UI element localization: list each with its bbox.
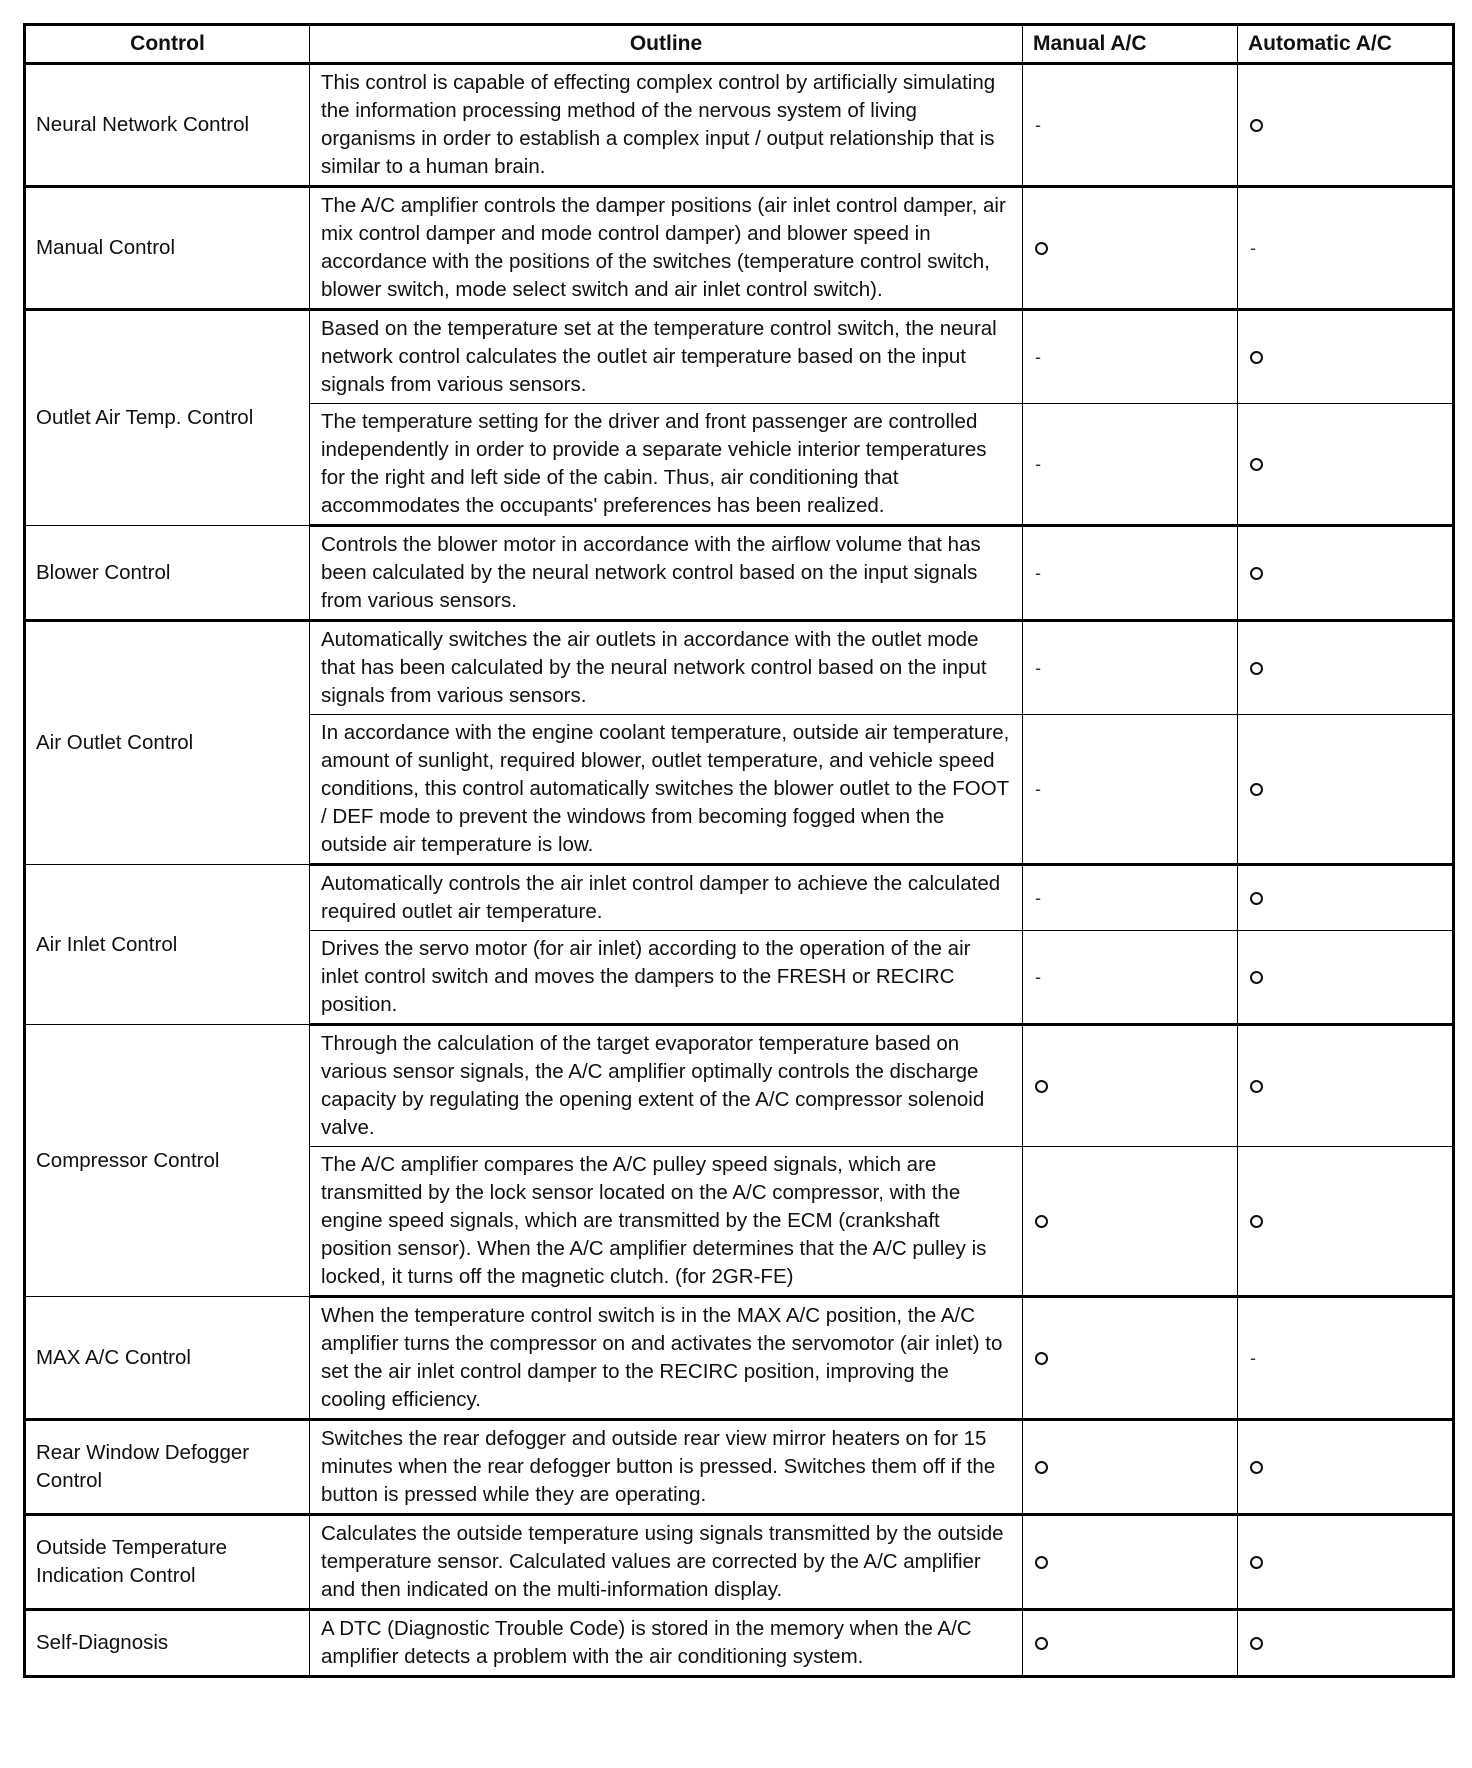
not-supported-dash: - — [1250, 1348, 1256, 1368]
not-supported-dash: - — [1035, 115, 1041, 135]
supported-circle-icon — [1250, 1461, 1263, 1474]
supported-circle-icon — [1250, 1556, 1263, 1569]
supported-circle-icon — [1250, 119, 1263, 132]
control-name-cell: Compressor Control — [25, 1025, 310, 1297]
automatic-ac-cell — [1238, 1147, 1454, 1297]
outline-cell: The temperature setting for the driver and front passenger are controlled independently in order to provide a separate vehicle interior temperatures for the right and left side of the cabin. Thus, air conditioning that accommodates the occupants' preferences has been realized. — [310, 404, 1023, 526]
outline-cell: The A/C amplifier controls the damper positions (air inlet control damper, air mix control damper and mode control damper) and blower speed in accordance with the positions of the switches (temperature control switch, blower switch, mode select switch and air inlet control switch). — [310, 187, 1023, 310]
control-name-cell: Outside Temperature Indication Control — [25, 1515, 310, 1610]
supported-circle-icon — [1035, 1080, 1048, 1093]
manual-ac-cell — [1023, 187, 1238, 310]
automatic-ac-cell — [1238, 310, 1454, 404]
automatic-ac-cell — [1238, 1420, 1454, 1515]
table-row — [25, 526, 1454, 621]
table-row — [25, 1610, 1454, 1677]
supported-circle-icon — [1035, 1556, 1048, 1569]
not-supported-dash: - — [1035, 347, 1041, 367]
table-body — [25, 64, 1454, 1677]
header-control: Control — [25, 25, 310, 64]
manual-ac-cell — [1023, 715, 1238, 865]
manual-ac-cell — [1023, 526, 1238, 621]
control-name-cell: MAX A/C Control — [25, 1297, 310, 1420]
manual-ac-cell — [1023, 1025, 1238, 1147]
manual-ac-cell — [1023, 1147, 1238, 1297]
manual-ac-cell — [1023, 1420, 1238, 1515]
supported-circle-icon — [1250, 1637, 1263, 1650]
header-automatic-ac: Automatic A/C — [1238, 25, 1454, 64]
manual-ac-cell — [1023, 621, 1238, 715]
supported-circle-icon — [1250, 971, 1263, 984]
control-name-cell: Manual Control — [25, 187, 310, 310]
control-name-cell: Blower Control — [25, 526, 310, 621]
supported-circle-icon — [1035, 1637, 1048, 1650]
header-outline: Outline — [310, 25, 1023, 64]
automatic-ac-cell — [1238, 715, 1454, 865]
not-supported-dash: - — [1035, 454, 1041, 474]
supported-circle-icon — [1035, 242, 1048, 255]
supported-circle-icon — [1035, 1352, 1048, 1365]
manual-ac-cell — [1023, 404, 1238, 526]
outline-cell: A DTC (Diagnostic Trouble Code) is stored in the memory when the A/C amplifier detects a problem with the air conditioning system. — [310, 1610, 1023, 1677]
automatic-ac-cell — [1238, 1297, 1454, 1420]
table-row — [25, 1420, 1454, 1515]
outline-cell: Controls the blower motor in accordance with the airflow volume that has been calculated by the neural network control based on the input signals from various sensors. — [310, 526, 1023, 621]
outline-cell: In accordance with the engine coolant temperature, outside air temperature, amount of sunlight, required blower, outlet temperature, and vehicle speed conditions, this control automatically switches the blower outlet to the FOOT / DEF mode to prevent the windows from becoming fogged when the outside air temperature is low. — [310, 715, 1023, 865]
not-supported-dash: - — [1035, 967, 1041, 987]
supported-circle-icon — [1250, 1215, 1263, 1228]
manual-ac-cell — [1023, 1297, 1238, 1420]
table-row — [25, 1515, 1454, 1610]
control-name-cell: Neural Network Control — [25, 64, 310, 187]
outline-cell: The A/C amplifier compares the A/C pulley speed signals, which are transmitted by the lock sensor located on the A/C compressor, with the engine speed signals, which are transmitted by the ECM (crankshaft position sensor). When the A/C amplifier determines that the A/C pulley is locked, it turns off the magnetic clutch. (for 2GR-FE) — [310, 1147, 1023, 1297]
supported-circle-icon — [1250, 892, 1263, 905]
supported-circle-icon — [1250, 1080, 1263, 1093]
automatic-ac-cell — [1238, 1610, 1454, 1677]
outline-cell: Automatically controls the air inlet control damper to achieve the calculated required outlet air temperature. — [310, 865, 1023, 931]
table-row — [25, 865, 1454, 931]
table-row — [25, 310, 1454, 404]
automatic-ac-cell — [1238, 1025, 1454, 1147]
header-row — [25, 25, 1454, 64]
automatic-ac-cell — [1238, 526, 1454, 621]
supported-circle-icon — [1035, 1461, 1048, 1474]
supported-circle-icon — [1250, 662, 1263, 675]
automatic-ac-cell — [1238, 865, 1454, 931]
table-row — [25, 1025, 1454, 1147]
control-name-cell: Self-Diagnosis — [25, 1610, 310, 1677]
outline-cell: Through the calculation of the target evaporator temperature based on various sensor signals, the A/C amplifier optimally controls the discharge capacity by regulating the opening extent of the A/C compressor solenoid valve. — [310, 1025, 1023, 1147]
automatic-ac-cell — [1238, 1515, 1454, 1610]
automatic-ac-cell — [1238, 404, 1454, 526]
table-row — [25, 1297, 1454, 1420]
manual-ac-cell — [1023, 931, 1238, 1025]
header-manual-ac: Manual A/C — [1023, 25, 1238, 64]
not-supported-dash: - — [1035, 563, 1041, 583]
automatic-ac-cell — [1238, 187, 1454, 310]
manual-ac-cell — [1023, 64, 1238, 187]
outline-cell: When the temperature control switch is in the MAX A/C position, the A/C amplifier turns the compressor on and activates the servomotor (air inlet) to set the air inlet control damper to the RECIRC position, improving the cooling efficiency. — [310, 1297, 1023, 1420]
control-name-cell: Outlet Air Temp. Control — [25, 310, 310, 526]
control-name-cell: Rear Window Defogger Control — [25, 1420, 310, 1515]
supported-circle-icon — [1250, 783, 1263, 796]
outline-cell: Drives the servo motor (for air inlet) according to the operation of the air inlet control switch and moves the dampers to the FRESH or RECIRC position. — [310, 931, 1023, 1025]
automatic-ac-cell — [1238, 621, 1454, 715]
supported-circle-icon — [1035, 1215, 1048, 1228]
control-table-container — [23, 23, 1452, 1678]
outline-cell: Switches the rear defogger and outside rear view mirror heaters on for 15 minutes when the rear defogger button is pressed. Switches them off if the button is pressed while they are operating. — [310, 1420, 1023, 1515]
manual-ac-cell — [1023, 865, 1238, 931]
supported-circle-icon — [1250, 567, 1263, 580]
not-supported-dash: - — [1035, 888, 1041, 908]
outline-cell: Based on the temperature set at the temperature control switch, the neural network control calculates the outlet air temperature based on the input signals from various sensors. — [310, 310, 1023, 404]
table-row — [25, 187, 1454, 310]
outline-cell: This control is capable of effecting complex control by artificially simulating the information processing method of the nervous system of living organisms in order to establish a complex input / output relationship that is similar to a human brain. — [310, 64, 1023, 187]
control-name-cell: Air Outlet Control — [25, 621, 310, 865]
table-row — [25, 64, 1454, 187]
not-supported-dash: - — [1250, 238, 1256, 258]
manual-ac-cell — [1023, 310, 1238, 404]
outline-cell: Calculates the outside temperature using signals transmitted by the outside temperature sensor. Calculated values are corrected by the A/C amplifier and then indicated on the multi-information display. — [310, 1515, 1023, 1610]
control-name-cell: Air Inlet Control — [25, 865, 310, 1025]
control-table — [23, 23, 1455, 1678]
supported-circle-icon — [1250, 351, 1263, 364]
manual-ac-cell — [1023, 1515, 1238, 1610]
outline-cell: Automatically switches the air outlets in accordance with the outlet mode that has been calculated by the neural network control based on the input signals from various sensors. — [310, 621, 1023, 715]
not-supported-dash: - — [1035, 658, 1041, 678]
manual-ac-cell — [1023, 1610, 1238, 1677]
table-row — [25, 621, 1454, 715]
automatic-ac-cell — [1238, 64, 1454, 187]
automatic-ac-cell — [1238, 931, 1454, 1025]
supported-circle-icon — [1250, 458, 1263, 471]
not-supported-dash: - — [1035, 779, 1041, 799]
